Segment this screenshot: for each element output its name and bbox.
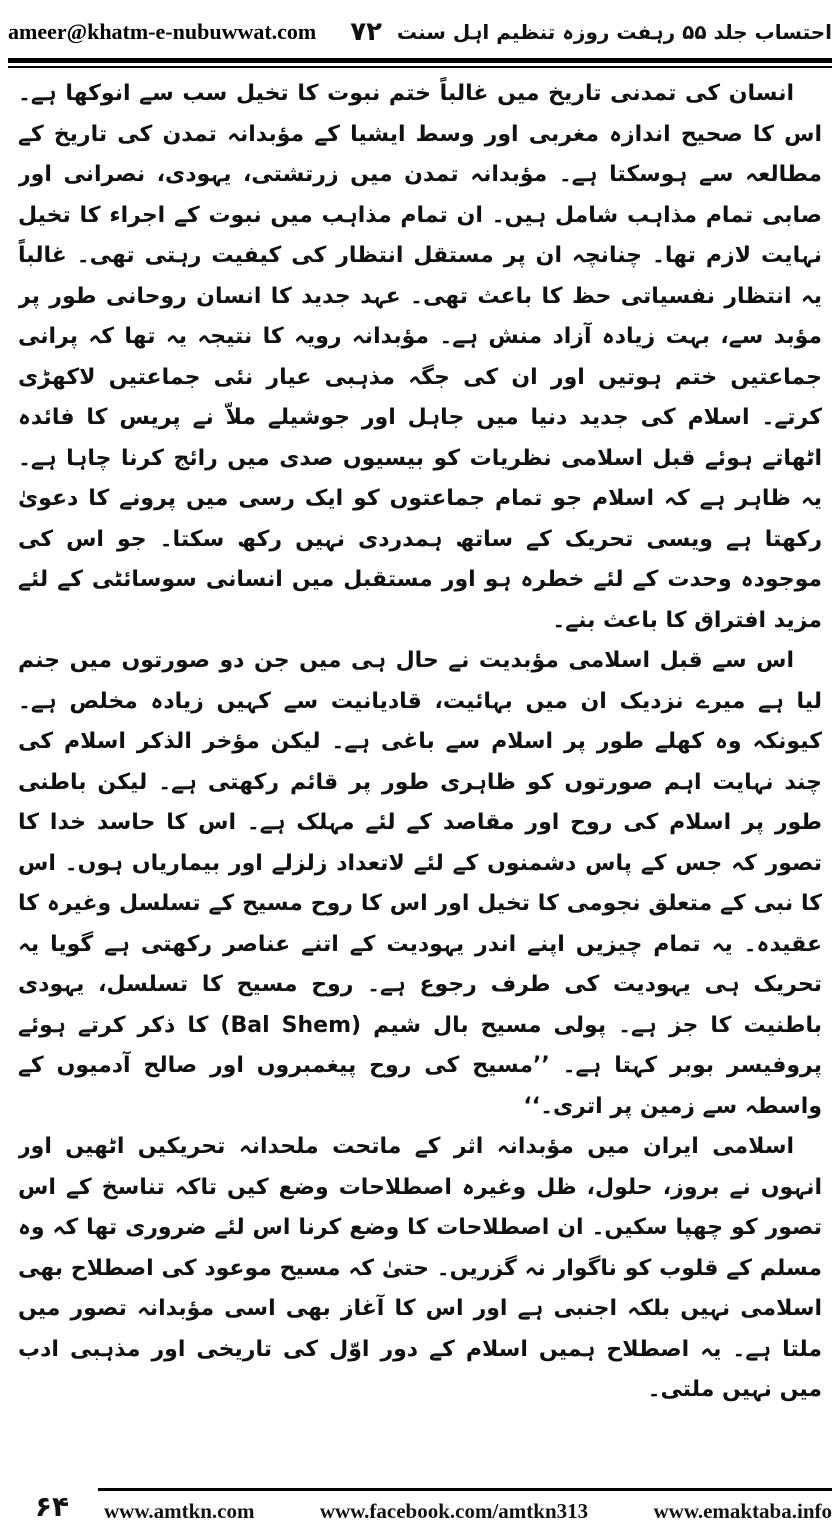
paragraph-1: انسان کی تمدنی تاریخ میں غالباً ختم نبوت کا تخیل سب سے انوکھا ہے۔ اس کا صحیح اندازہ مغربی اور وسط ایشیا کے مؤبدانہ تمدن کی تاریخ کے مطالعہ سے ہوسکتا ہے۔ مؤبدانہ تمدن میں زرتشتی، یہودی، نصرانی اور صابی تمام مذاہب شامل ہیں۔ ان تمام مذاہب میں نبوت کے اجراء کا تخیل نہایت لازم تھا۔ چنانچہ ان پر مستقل انتظار کی کیفیت رہتی تھی۔ غالباً یہ انتظار نفسیاتی حظ کا باعث تھی۔ عہد جدید کا انسان روحانی طور پر مؤبد سے، بہت زیادہ آزاد منش ہے۔ مؤبدانہ رویہ کا نتیجہ یہ تھا کہ پرانی جماعتیں ختم ہوتیں اور ان کی جگہ مذہبی عیار نئی جماعتیں لاکھڑی کرتے۔ اسلام کی جدید دنیا میں جاہل اور جوشیلے ملاّ نے پریس کا فائدہ اٹھاتے ہوئے قبل اسلامی نظریات کو بیسیوں صدی میں رائج کرنا چاہا ہے۔ یہ ظاہر ہے کہ اسلام جو تمام جماعتوں کو ایک رسی میں پرونے کا دعویٰ رکھتا ہے ویسی تحریک کے ساتھ ہمدردی نہیں رکھ سکتا۔ جو اس کی موجودہ وحدت کے لئے خطرہ ہو اور مستقبل میں انسانی سوسائٹی کے لئے مزید افتراق کا باعث بنے۔ [18,81,822,633]
header-page-number: ۷۲ [350,17,383,47]
article-body [18,74,822,1458]
footer-links [104,1496,832,1526]
footer-page-number: ۶۴ [34,1489,70,1523]
header-rule-thick [8,58,832,63]
footer-rule [98,1488,832,1491]
page-footer [8,1484,832,1530]
paragraph-2: اس سے قبل اسلامی مؤبدیت نے حال ہی میں جن دو صورتوں میں جنم لیا ہے میرے نزدیک ان میں بہائیت، قادیانیت سے کہیں زیادہ مخلص ہے۔ کیونکہ وہ کھلے طور پر اسلام سے باغی ہے۔ لیکن مؤخر الذکر اسلام کی چند نہایت اہم صورتوں کو ظاہری طور پر قائم رکھتی ہے۔ لیکن باطنی طور پر اسلام کی روح اور مقاصد کے لئے مہلک ہے۔ اس کا حاسد خدا کا تصور کہ جس کے پاس دشمنوں کے لئے لاتعداد زلزلے اور بیماریاں ہوں۔ اس کا نبی کے متعلق نجومی کا تخیل اور اس کا روح مسیح کے تسلسل وغیرہ کا عقیدہ۔ یہ تمام چیزیں اپنے اندر یہودیت کے اتنے عناصر رکھتی ہے گویا یہ تحریک ہی یہودیت کی طرف رجوع ہے۔ روح مسیح کا تسلسل، یہودی باطنیت کا جز ہے۔ پولی مسیح بال شیم (Bal Shem) کا ذکر کرتے ہوئے پروفیسر بوبر کہتا ہے۔ ’’مسیح کی روح پیغمبروں اور صالح آدمیوں کے واسطہ سے زمین پر اتری۔‘‘ [18,648,822,1119]
paragraph-3: اسلامی ایران میں مؤبدانہ اثر کے ماتحت ملحدانہ تحریکیں اٹھیں اور انہوں نے بروز، حلول، ظل وغیرہ اصطلاحات وضع کیں تاکہ تناسخ کے اس تصور کو چھپا سکیں۔ ان اصطلاحات کا وضع کرنا اس لئے ضروری تھا کہ وہ مسلم کے قلوب کو ناگوار نہ گزریں۔ حتیٰ کہ مسیح موعود کی اصطلاح بھی اسلامی نہیں بلکہ اجنبی ہے اور اس کا آغاز بھی اسی مؤبدانہ تصور میں ملتا ہے۔ یہ اصطلاح ہمیں اسلام کے دور اوّل کی تاریخی اور مذہبی ادب میں نہیں ملتی۔ [18,1134,822,1402]
header-rule-thin [8,66,832,68]
footer-link-amtkn[interactable]: www.amtkn.com [104,1498,255,1523]
footer-link-facebook[interactable]: www.facebook.com/amtkn313 [319,1498,589,1523]
footer-link-emaktaba[interactable]: www.emaktaba.info [653,1498,832,1523]
header-email[interactable]: ameer@khatm-e-nubuwwat.com [8,19,317,44]
page-header [8,10,832,54]
header-title: احتساب جلد ۵۵ رہفت روزہ تنظیم اہل سنت [396,20,832,44]
